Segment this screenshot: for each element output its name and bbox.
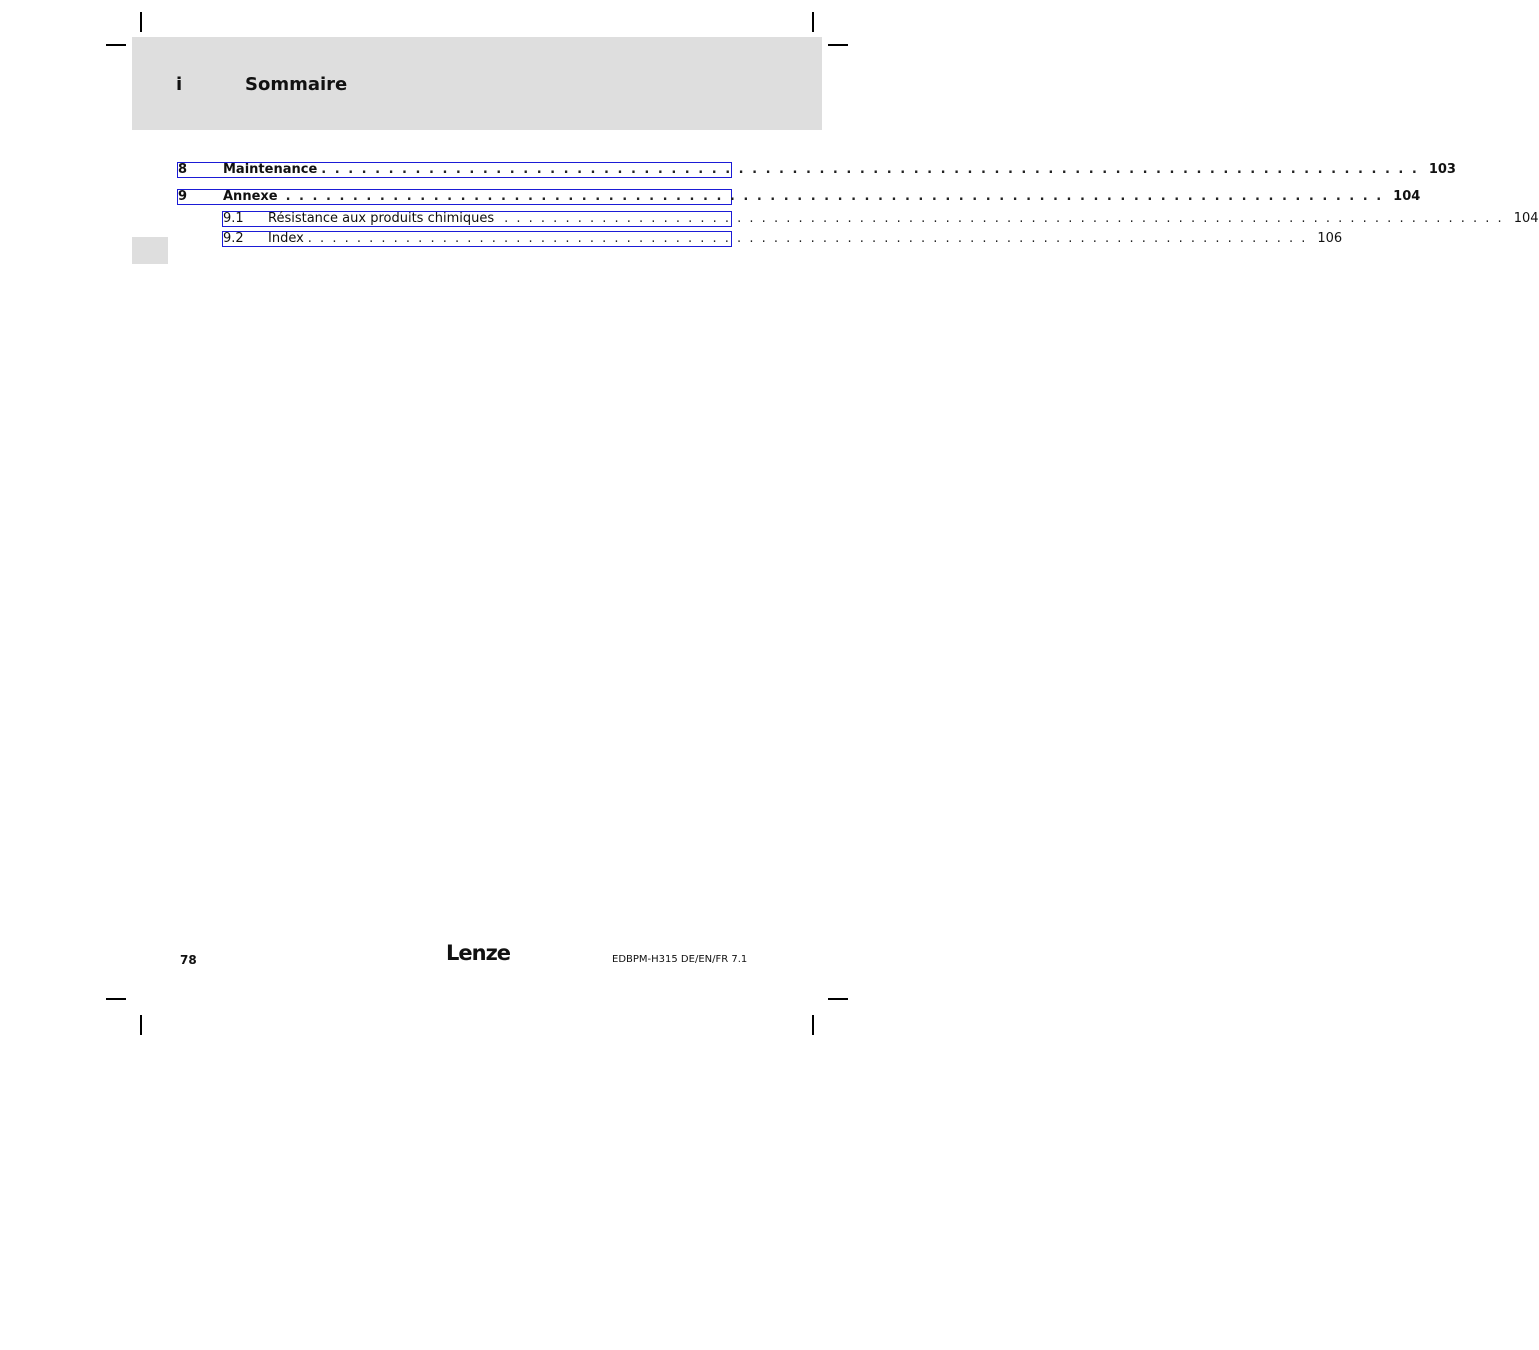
toc-entry-title: Index — [268, 231, 304, 246]
toc-entry-page: 106 — [1317, 231, 1343, 246]
lenze-logo: Lenze — [446, 941, 511, 965]
toc-entry-page: 103 — [1428, 162, 1456, 177]
toc-entry-maintenance[interactable] — [177, 162, 1456, 178]
crop-mark-bottom-left — [140, 1015, 142, 1035]
toc-entry-annexe[interactable] — [177, 189, 1421, 205]
toc-entry-number: 8 — [178, 162, 188, 177]
toc-entry-page: 104 — [1393, 189, 1421, 204]
toc-leader-dots: . . . . . . . . . . . . . . . . . . . . . . . . . . . . . . . . . . . . . . . . . . . . . . . . . . . . . . . . . . . . . . . . . . . . . . . . . . . . . . . . . . — [504, 211, 1504, 226]
toc-entry-chemical-resistance[interactable] — [222, 211, 1539, 227]
crop-mark-top-left — [140, 12, 142, 32]
toc-entry-number: 9.2 — [223, 231, 244, 246]
toc-leader-dots: . . . . . . . . . . . . . . . . . . . . . . . . . . . . . . . . . . . . . . . . . . . . . . . . . . . . . . . . . . . . . . . . . . . . . . . . . . . . . . . . . . — [321, 162, 1419, 177]
toc-entry-page: 104 — [1513, 211, 1539, 226]
crop-mark-top-right — [828, 44, 848, 46]
header-band — [132, 37, 822, 130]
side-tab-marker — [132, 237, 168, 264]
toc-entry-title: Résistance aux produits chimiques — [268, 211, 495, 226]
toc-entry-title: Maintenance — [223, 162, 318, 177]
page-title: Sommaire — [245, 74, 348, 95]
crop-mark-bottom-right — [812, 1015, 814, 1035]
crop-mark-top-right — [812, 12, 814, 32]
crop-mark-bottom-left — [106, 998, 126, 1000]
toc-leader-dots: . . . . . . . . . . . . . . . . . . . . . . . . . . . . . . . . . . . . . . . . . . . . . . . . . . . . . . . . . . . . . . . . . . . . . . . . . . . . . . . . . . — [307, 231, 1308, 246]
page-number: 78 — [180, 953, 197, 967]
document-id: EDBPM-H315 DE/EN/FR 7.1 — [612, 954, 748, 965]
toc-entry-number: 9 — [178, 189, 188, 204]
crop-mark-top-left — [106, 44, 126, 46]
toc-entry-number: 9.1 — [223, 211, 244, 226]
toc-entry-title: Annexe — [223, 189, 278, 204]
crop-mark-bottom-right — [828, 998, 848, 1000]
toc-leader-dots: . . . . . . . . . . . . . . . . . . . . . . . . . . . . . . . . . . . . . . . . . . . . . . . . . . . . . . . . . . . . . . . . . . . . . . . . . . . . . . . . . . — [285, 189, 1384, 204]
info-symbol: i — [176, 74, 183, 95]
toc-entry-index[interactable] — [222, 231, 1343, 247]
